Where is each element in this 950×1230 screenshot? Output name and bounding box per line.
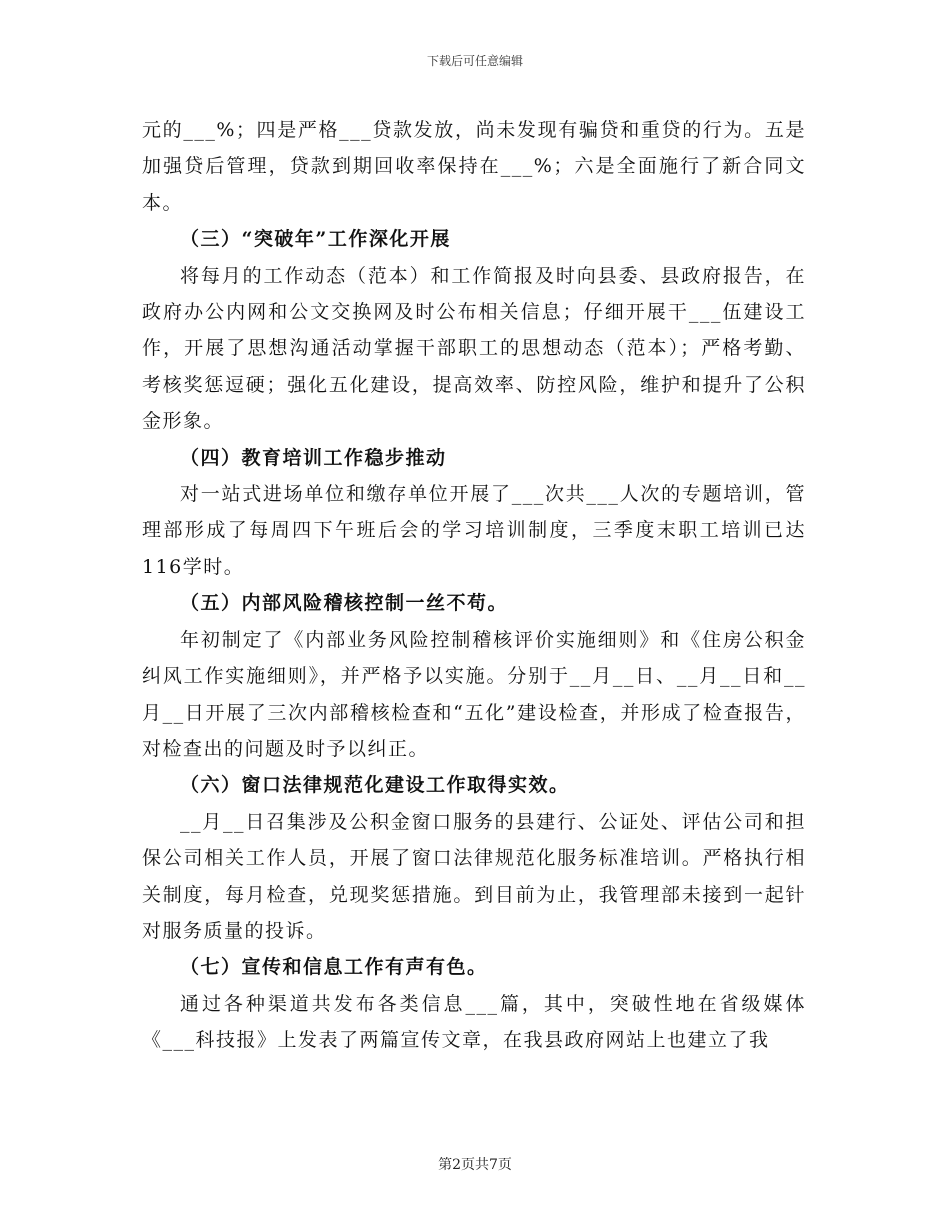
paragraph-continued: 元的___%；四是严格___贷款发放，尚未发现有骗贷和重贷的行为。五是加强贷后管理，贷款到期回收率保持在___%；六是全面施行了新合同文本。 [142,119,806,214]
section-heading-3: （三）“突破年”工作深化开展 [180,228,451,251]
section-heading-5: （五）内部风险稽核控制一丝不苟。 [180,592,509,615]
document-body [142,112,806,1059]
page-header: 下载后可任意编辑 [426,54,523,68]
section-heading-7: （七）宣传和信息工作有声有色。 [180,956,488,979]
section-heading-4: （四）教育培训工作稳步推动 [180,446,447,469]
paragraph-section-4: 对一站式进场单位和缴存单位开展了___次共___人次的专题培训，管理部形成了每周四下午班后会的学习培训制度，三季度末职工培训已达116学时。 [142,483,806,578]
paragraph-section-7: 通过各种渠道共发布各类信息___篇，其中，突破性地在省级媒体《___科技报》上发表了两篇宣传文章，在我县政府网站上也建立了我 [142,992,806,1052]
paragraph-section-6: __月__日召集涉及公积金窗口服务的县建行、公证处、评估公司和担保公司相关工作人员，开展了窗口法律规范化服务标准培训。严格执行相关制度，每月检查，兑现奖惩措施。到目前为止，我管理部未接到一起针对服务质量的投诉。 [142,810,806,942]
page-number-footer: 第2页共7页 [438,1157,512,1173]
paragraph-section-3: 将每月的工作动态（范本）和工作简报及时向县委、县政府报告，在政府办公内网和公文交换网及时公布相关信息；仔细开展干___伍建设工作，开展了思想沟通活动掌握干部职工的思想动态（范本）；严格考勤、考核奖惩逗硬；强化五化建设，提高效率、防控风险，维护和提升了公积金形象。 [142,264,806,433]
paragraph-section-5: 年初制定了《内部业务风险控制稽核评价实施细则》和《住房公积金纠风工作实施细则》，并严格予以实施。分别于__月__日、__月__日和__月__日开展了三次内部稽核检查和“五化”建设检查，并形成了检查报告，对检查出的问题及时予以纠正。 [142,628,806,760]
section-heading-6: （六）窗口法律规范化建设工作取得实效。 [180,774,570,797]
